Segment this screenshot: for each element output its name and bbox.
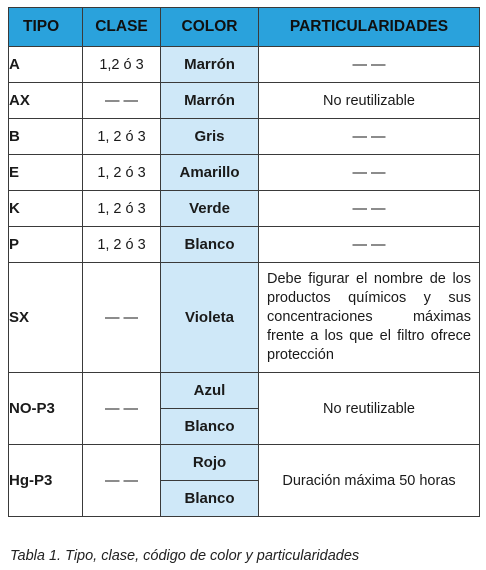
- table-row: [9, 191, 480, 227]
- cell-color: Amarillo: [161, 155, 259, 191]
- header-row: [9, 8, 480, 47]
- cell-color: Marrón: [161, 83, 259, 119]
- cell-particularidades: Duración máxima 50 horas: [259, 445, 480, 517]
- table-row: [9, 47, 480, 83]
- cell-color: Azul: [161, 373, 259, 409]
- cell-particularidades: — —: [259, 47, 480, 83]
- cell-clase: — —: [83, 83, 161, 119]
- cell-clase: 1, 2 ó 3: [83, 119, 161, 155]
- cell-clase: — —: [83, 373, 161, 445]
- cell-tipo: K: [9, 191, 83, 227]
- header-tipo: TIPO: [9, 8, 83, 47]
- cell-color: Marrón: [161, 47, 259, 83]
- cell-clase: 1, 2 ó 3: [83, 227, 161, 263]
- cell-particularidades: — —: [259, 227, 480, 263]
- cell-clase: — —: [83, 445, 161, 517]
- header-clase: CLASE: [83, 8, 161, 47]
- cell-tipo: AX: [9, 83, 83, 119]
- cell-clase: 1,2 ó 3: [83, 47, 161, 83]
- cell-tipo: NO-P3: [9, 373, 83, 445]
- table-row: [9, 227, 480, 263]
- cell-particularidades: Debe figurar el nombre de los productos químicos y sus concentraciones máximas frente a los que el filtro ofrece protección: [259, 263, 480, 373]
- table-row: [9, 445, 480, 481]
- cell-clase: — —: [83, 263, 161, 373]
- cell-tipo: P: [9, 227, 83, 263]
- cell-particularidades: — —: [259, 155, 480, 191]
- cell-color: Rojo: [161, 445, 259, 481]
- cell-color: Blanco: [161, 409, 259, 445]
- cell-tipo: B: [9, 119, 83, 155]
- table-row: [9, 83, 480, 119]
- cell-tipo: A: [9, 47, 83, 83]
- table-caption: Tabla 1. Tipo, clase, código de color y particularidades: [10, 548, 360, 564]
- cell-particularidades: — —: [259, 119, 480, 155]
- cell-particularidades: No reutilizable: [259, 373, 480, 445]
- cell-color: Violeta: [161, 263, 259, 373]
- header-color: COLOR: [161, 8, 259, 47]
- table-row: [9, 263, 480, 373]
- cell-tipo: SX: [9, 263, 83, 373]
- header-particularidades: PARTICULARIDADES: [259, 8, 480, 47]
- cell-color: Gris: [161, 119, 259, 155]
- cell-tipo: Hg-P3: [9, 445, 83, 517]
- cell-color: Blanco: [161, 481, 259, 517]
- cell-clase: 1, 2 ó 3: [83, 191, 161, 227]
- cell-particularidades: — —: [259, 191, 480, 227]
- cell-color: Verde: [161, 191, 259, 227]
- table-row: [9, 119, 480, 155]
- cell-color: Blanco: [161, 227, 259, 263]
- filter-types-table: [8, 7, 480, 517]
- cell-clase: 1, 2 ó 3: [83, 155, 161, 191]
- cell-tipo: E: [9, 155, 83, 191]
- cell-particularidades: No reutilizable: [259, 83, 480, 119]
- table-row: [9, 155, 480, 191]
- table-row: [9, 373, 480, 409]
